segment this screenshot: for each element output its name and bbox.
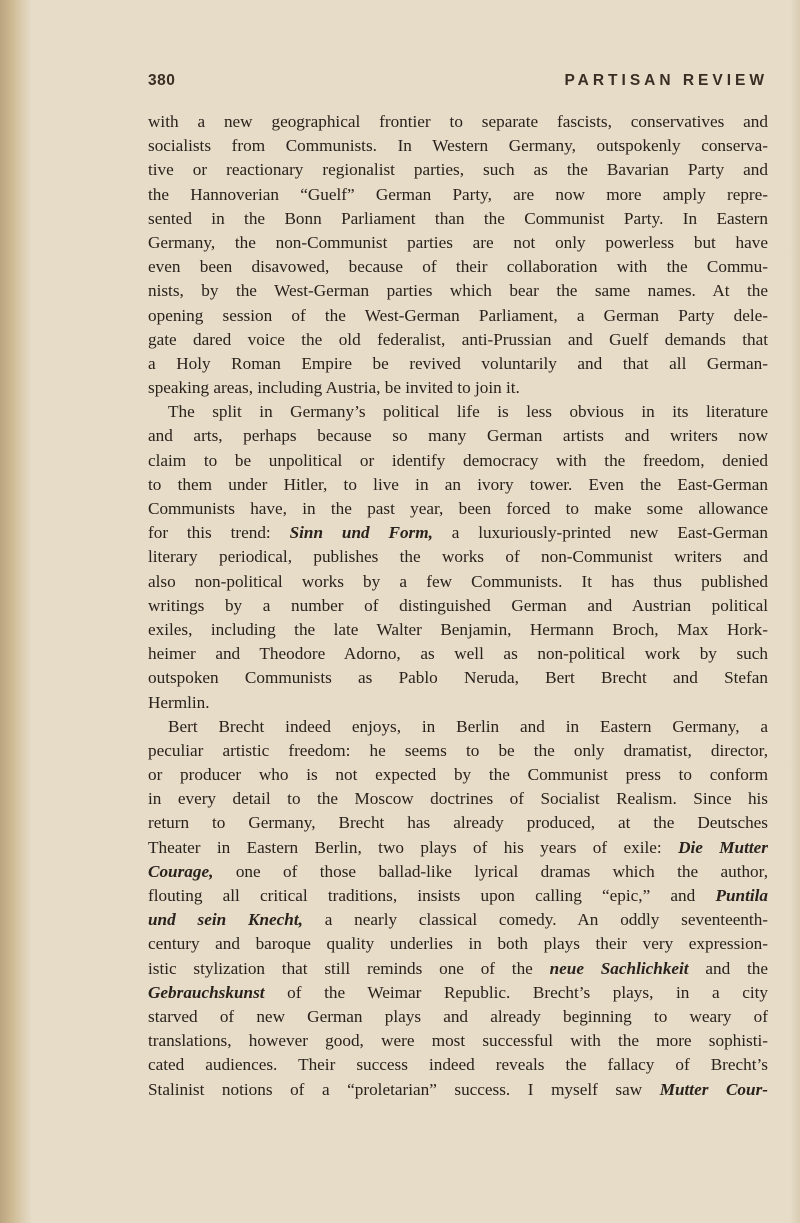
text-segment: in every detail to the Moscow doctrines of Socialist Realism. Since his (148, 789, 768, 809)
italic-title: Die Mutter (678, 837, 768, 857)
text-line (148, 787, 768, 811)
text-line (148, 932, 768, 956)
page-number: 380 (148, 72, 176, 89)
text-segment: the Hannoverian “Guelf” German Party, are now more amply repre- (148, 184, 768, 204)
text-line (148, 1078, 768, 1102)
text-segment: Theater in Eastern Berlin, two plays of his years of exile: (148, 837, 679, 857)
text-line (148, 231, 768, 255)
text-line (148, 352, 768, 376)
page-edge-shadow (790, 0, 800, 1223)
text-segment: outspoken Communists as Pablo Neruda, Bert Brecht and Stefan (148, 668, 768, 688)
text-segment: Bert Brecht indeed enjoys, in Berlin and in Eastern Germany, a (168, 716, 768, 736)
text-line (148, 836, 768, 860)
running-head: PARTISAN REVIEW (564, 72, 768, 89)
text-line (148, 811, 768, 835)
body-text (148, 110, 768, 1102)
italic-title: und sein Knecht, (148, 910, 303, 930)
text-segment: Stalinist notions of a “proletarian” success. I myself saw (148, 1079, 660, 1099)
text-segment: tive or reactionary regionalist parties, such as the Bavarian Party and (148, 160, 768, 180)
text-segment: and the (688, 958, 768, 978)
text-segment: peculiar artistic freedom: he seems to be the only dramatist, director, (148, 740, 768, 760)
text-line (148, 473, 768, 497)
text-line (148, 908, 768, 932)
text-segment: claim to be unpolitical or identify democracy with the freedom, denied (148, 450, 768, 470)
text-line (148, 158, 768, 182)
text-segment: with a new geographical frontier to separate fascists, conservatives and (148, 112, 768, 131)
text-segment: starved of new German plays and already beginning to weary of (148, 1006, 768, 1026)
text-segment: even been disavowed, because of their collaboration with the Commu- (148, 257, 768, 277)
text-segment: writings by a number of distinguished German and Austrian political (148, 595, 768, 615)
text-segment: gate dared voice the old federalist, anti-Prussian and Guelf demands that (148, 329, 768, 349)
italic-title: neue Sachlichkeit (549, 958, 689, 978)
italic-title: Puntila (715, 886, 768, 905)
text-line (148, 545, 768, 569)
italic-title: Gebrauchskunst (148, 982, 265, 1002)
page-gutter-shadow (0, 0, 32, 1223)
text-segment: socialists from Communists. In Western Germany, outspokenly conserva- (148, 136, 768, 156)
text-line (148, 376, 768, 400)
text-line (148, 110, 768, 134)
page-header (148, 72, 770, 96)
text-line (148, 497, 768, 521)
text-segment: or producer who is not expected by the Communist press to conform (148, 765, 768, 785)
text-segment: heimer and Theodore Adorno, as well as non-political work by such (148, 644, 768, 664)
text-line (148, 1029, 768, 1053)
text-line (148, 183, 768, 207)
text-line (148, 618, 768, 642)
text-segment: Hermlin. (148, 692, 210, 712)
text-segment: to them under Hitler, to live in an ivory tower. Even the East-German (148, 474, 768, 494)
italic-title: Courage, (148, 861, 214, 881)
text-segment: Germany, the non-Communist parties are not only powerless but have (148, 232, 768, 252)
text-segment: The split in Germany’s political life is less obvious in its literature (168, 402, 768, 422)
text-line (148, 328, 768, 352)
text-segment: istic stylization that still reminds one of the (148, 958, 550, 978)
text-segment: sented in the Bonn Parliament than the Communist Party. In Eastern (148, 208, 768, 228)
text-segment: nists, by the West-German parties which bear the same names. At the (148, 281, 768, 301)
text-line (148, 763, 768, 787)
text-line (148, 691, 768, 715)
text-line (148, 715, 768, 739)
text-segment: a luxuriously-printed new East-German (432, 523, 768, 543)
text-line (148, 642, 768, 666)
text-segment: opening session of the West-German Parliament, a German Party dele- (148, 305, 768, 325)
text-line (148, 594, 768, 618)
text-segment: a Holy Roman Empire be revived voluntarily and that all German- (148, 353, 768, 373)
text-line (148, 739, 768, 763)
text-segment: for this trend: (148, 523, 290, 543)
text-line (148, 279, 768, 303)
text-line (148, 207, 768, 231)
text-segment: exiles, including the late Walter Benjamin, Hermann Broch, Max Hork- (148, 619, 768, 639)
italic-title: Mutter Cour- (659, 1079, 768, 1099)
text-line (148, 666, 768, 690)
text-line (148, 884, 768, 908)
text-segment: and arts, perhaps because so many German artists and writers now (148, 426, 768, 446)
text-line (148, 304, 768, 328)
text-segment: speaking areas, including Austria, be invited to join it. (148, 378, 520, 398)
text-segment: Communists have, in the past year, been forced to make some allowance (148, 499, 768, 518)
text-segment: flouting all critical traditions, insists upon calling “epic,” and (148, 886, 716, 905)
text-segment: return to Germany, Brecht has already produced, at the Deutsches (148, 813, 768, 833)
text-segment: cated audiences. Their success indeed reveals the fallacy of Brecht’s (148, 1055, 768, 1075)
text-segment: a nearly classical comedy. An oddly seventeenth- (302, 910, 768, 930)
italic-title: Sinn und Form, (289, 523, 433, 543)
text-segment: translations, however good, were most successful with the more sophisti- (148, 1031, 768, 1051)
text-segment: also non-political works by a few Communists. It has thus published (148, 571, 768, 591)
text-line (148, 449, 768, 473)
text-line (148, 400, 768, 424)
text-segment: literary periodical, publishes the works of non-Communist writers and (148, 547, 768, 567)
text-segment: one of those ballad-like lyrical dramas which the author, (213, 861, 768, 881)
text-segment: of the Weimar Republic. Brecht’s plays, in a city (264, 982, 768, 1002)
text-line (148, 1005, 768, 1029)
text-line (148, 1053, 768, 1077)
text-line (148, 981, 768, 1005)
text-line (148, 424, 768, 448)
text-line (148, 134, 768, 158)
text-line (148, 860, 768, 884)
text-segment: century and baroque quality underlies in both plays their very expression- (148, 934, 768, 954)
text-line (148, 521, 768, 545)
text-line (148, 570, 768, 594)
text-line (148, 957, 768, 981)
text-line (148, 255, 768, 279)
